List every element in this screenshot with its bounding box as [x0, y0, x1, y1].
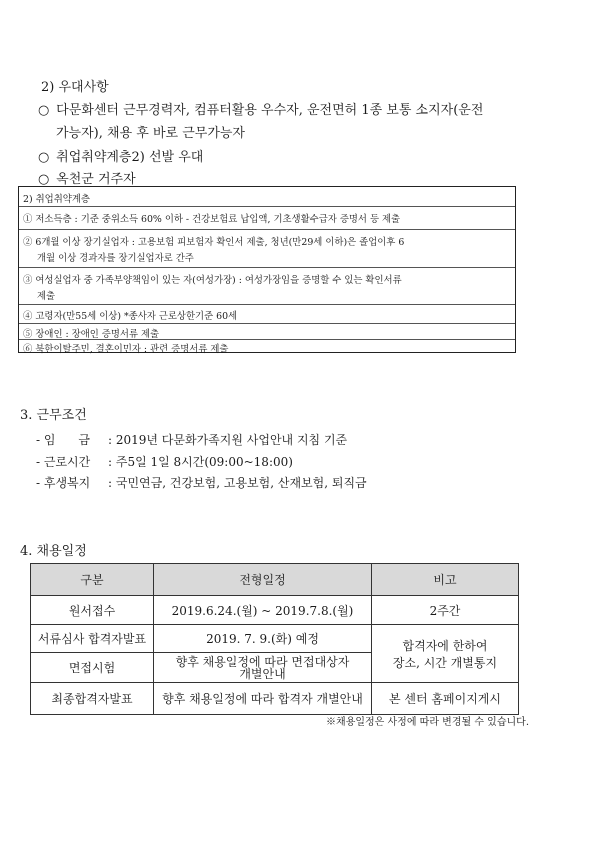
- note-line-3-cont: 제출: [37, 291, 56, 302]
- note-divider: [19, 206, 515, 207]
- stage-cell: 원서접수: [31, 596, 154, 625]
- table-row: [31, 683, 519, 715]
- preference-item-3: ○ 옥천군 거주자: [38, 172, 136, 187]
- note-divider: [19, 339, 515, 340]
- note-divider: [19, 323, 515, 324]
- header-stage: 구분: [31, 564, 154, 596]
- header-date: 전형일정: [154, 564, 372, 596]
- preference-heading: 2) 우대사항: [41, 80, 109, 95]
- bullet-circle-icon: ○: [38, 172, 50, 187]
- note-line-5: ⑤ 장애인 : 장애인 증명서류 제출: [23, 329, 160, 340]
- date-cell: 2019. 7. 9.(화) 예정: [154, 625, 372, 653]
- note-line-1: ① 저소득층 : 기준 중위소득 60% 이하 - 건강보험료 납입액, 기초생활수급자 증명서 등 제출: [23, 214, 401, 225]
- note-line-2: ② 6개월 이상 장기실업자 : 고용보험 피보험자 확인서 제출, 청년(만29세 이하)은 졸업이후 6: [23, 237, 405, 248]
- vulnerable-groups-notebox: [18, 186, 516, 353]
- note-divider: [19, 229, 515, 230]
- note-line-3: ③ 여성실업자 중 가족부양책임이 있는 자(여성가장) : 여성가장임을 증명할 수 있는 확인서류: [23, 275, 402, 286]
- note-title: 2) 취업취약계층: [23, 194, 90, 205]
- preference-item-2: ○ 취업취약계층2) 선발 우대: [38, 150, 204, 165]
- note-line-6: ⑥ 북한이탈주민, 결혼이민자 : 관련 증명서류 제출: [23, 344, 229, 355]
- bullet-circle-icon: ○: [38, 150, 50, 165]
- table-row: [31, 596, 519, 625]
- schedule-heading: 4. 채용일정: [20, 544, 87, 559]
- date-cell: 향후 채용일정에 따라 합격자 개별안내: [154, 683, 372, 715]
- note-line-2-cont: 개월 이상 경과자를 장기실업자로 간주: [37, 253, 194, 264]
- merged-note-cell: 합격자에 한하여 장소, 시간 개별통지: [372, 625, 519, 683]
- date-cell: 2019.6.24.(월) ~ 2019.7.8.(월): [154, 596, 372, 625]
- note-line-4: ④ 고령자(만55세 이상) *종사자 근로상한기준 60세: [23, 311, 238, 322]
- stage-cell: 면접시험: [31, 653, 154, 683]
- table-header-row: [31, 564, 519, 596]
- header-note: 비고: [372, 564, 519, 596]
- note-cell: 본 센터 홈페이지게시: [372, 683, 519, 715]
- note-divider: [19, 267, 515, 268]
- preference-item-1-cont: 가능자), 채용 후 바로 근무가능자: [56, 126, 245, 141]
- preference-item-1: ○ 다문화센터 근무경력자, 컴퓨터활용 우수자, 운전면허 1종 보통 소지자(운전: [38, 103, 484, 118]
- stage-cell: 최종합격자발표: [31, 683, 154, 715]
- table-row: [31, 625, 519, 653]
- condition-hours: - 근로시간 : 주5일 1일 8시간(09:00~18:00): [36, 455, 293, 469]
- date-cell: 향후 채용일정에 따라 면접대상자 개별안내: [154, 653, 372, 683]
- conditions-heading: 3. 근무조건: [20, 408, 87, 423]
- bullet-circle-icon: ○: [38, 103, 50, 118]
- condition-wage: - 임 금 : 2019년 다문화가족지원 사업안내 지침 기준: [36, 433, 348, 447]
- stage-cell: 서류심사 합격자발표: [31, 625, 154, 653]
- schedule-footnote: ※채용일정은 사정에 따라 변경될 수 있습니다.: [326, 717, 529, 728]
- note-cell: 2주간: [372, 596, 519, 625]
- note-divider: [19, 304, 515, 305]
- schedule-table: [30, 563, 519, 715]
- condition-welfare: - 후생복지 : 국민연금, 건강보험, 고용보험, 산재보험, 퇴직금: [36, 476, 367, 490]
